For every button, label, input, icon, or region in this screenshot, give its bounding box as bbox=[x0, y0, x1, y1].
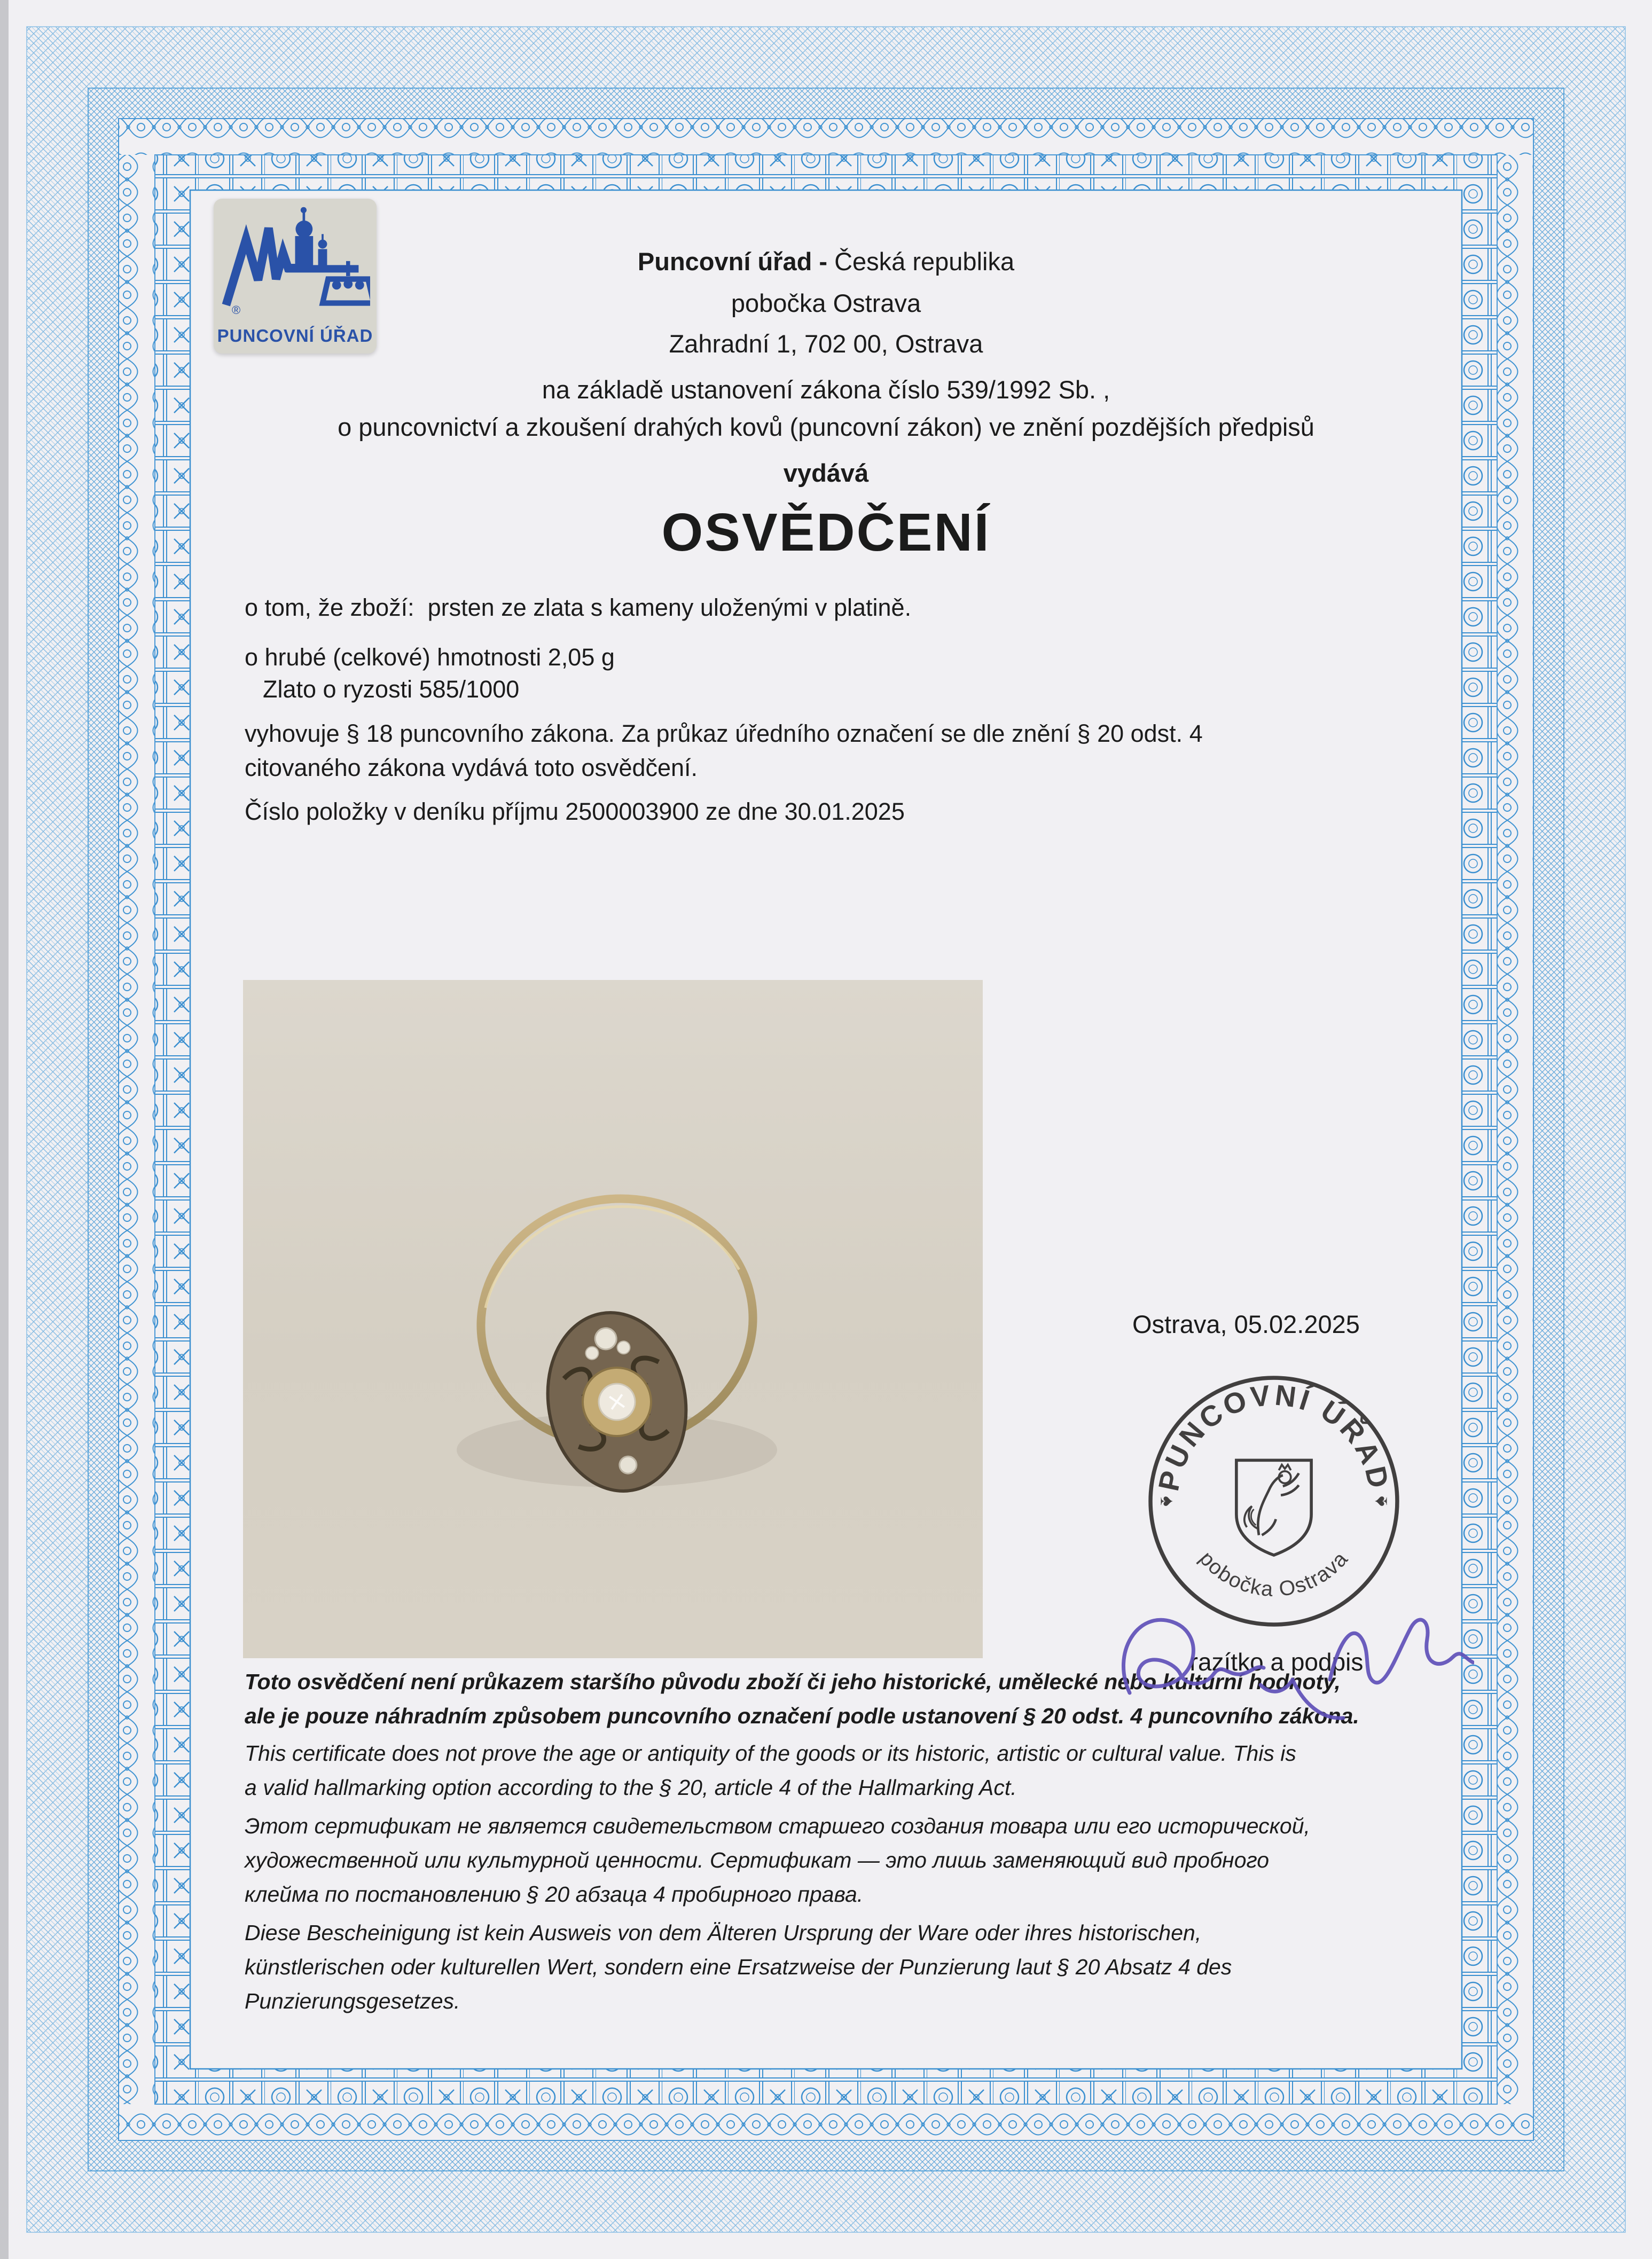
header-org-rest: Česká republika bbox=[827, 247, 1015, 276]
header-legal-line1: na základě ustanovení zákona číslo 539/1992 Sb. , bbox=[542, 375, 1110, 404]
signature-ink bbox=[1100, 1594, 1474, 1733]
page-title: OSVĚDČENÍ bbox=[661, 503, 991, 562]
stamp-ornament-left: ♠ bbox=[1156, 1496, 1179, 1507]
body-law-line2: citovaného zákona vydává toto osvědčení. bbox=[245, 754, 698, 781]
body-item-number-line: Číslo položky v deníku příjmu 2500003900 ze dne 30.01.2025 bbox=[245, 798, 905, 825]
logo-label: PUNCOVNÍ ÚŘAD bbox=[217, 326, 373, 346]
official-round-stamp bbox=[1143, 1370, 1405, 1632]
disclaimer-russian-line2: художественной или культурной ценности. Сертификат — это лишь заменяющий вид пробного bbox=[245, 1848, 1270, 1872]
body-law-line1: vyhovuje § 18 puncovního zákona. Za průkaz úředního označení se dle znění § 20 odst. 4 bbox=[245, 720, 1203, 747]
header-org-bold: Puncovní úřad - bbox=[637, 247, 828, 276]
stamp-text-top: PUNCOVNÍ ÚŘAD bbox=[1153, 1379, 1396, 1494]
issue-date: Ostrava, 05.02.2025 bbox=[1132, 1310, 1360, 1338]
disclaimer-german-line3: Punzierungsgesetzes. bbox=[245, 1989, 460, 2013]
disclaimer-english-line1: This certificate does not prove the age or antiquity of the goods or its historic, artistic or cultural value. This is bbox=[245, 1741, 1296, 1766]
disclaimer-czech-line2: ale je pouze náhradním způsobem puncovního označení podle ustanovení § 20 odst. 4 puncovního zákona. bbox=[245, 1704, 1359, 1728]
header-issues: vydává bbox=[783, 459, 869, 487]
disclaimer-german-line2: künstlerischen oder kulturellen Wert, sondern eine Ersatzweise der Punzierung laut § 20 Absatz 4 des bbox=[245, 1955, 1232, 1979]
body-weight-line: o hrubé (celkové) hmotnosti 2,05 g bbox=[245, 644, 615, 671]
registered-mark: ® bbox=[232, 303, 241, 317]
ring-photo bbox=[243, 980, 983, 1658]
ring-illustration bbox=[243, 980, 983, 1658]
disclaimer-german-line1: Diese Bescheinigung ist kein Ausweis von dem Älteren Ursprung der Ware oder ihres historischen, bbox=[245, 1920, 1202, 1945]
header-org-line bbox=[190, 247, 1462, 276]
disclaimer-czech-line1: Toto osvědčení není průkazem staršího původu zboží či jeho historické, umělecké nebo kulturní hodnoty, bbox=[245, 1669, 1341, 1694]
stamp-text-bottom: pobočka Ostrava bbox=[1195, 1547, 1353, 1602]
body-fineness-line: Zlato o ryzosti 585/1000 bbox=[263, 676, 520, 703]
stamp-lion-shield bbox=[1236, 1460, 1311, 1555]
stamp-caption: razítko a podpis bbox=[1189, 1648, 1364, 1676]
header-legal-line2: o puncovnictví a zkoušení drahých kovů (puncovní zákon) ve znění pozdějších předpisů bbox=[338, 413, 1314, 441]
header-branch: pobočka Ostrava bbox=[731, 289, 921, 317]
header-address: Zahradní 1, 702 00, Ostrava bbox=[669, 330, 983, 358]
disclaimer-english-line2: a valid hallmarking option according to the § 20, article 4 of the Hallmarking Act. bbox=[245, 1775, 1017, 1800]
svg-text:PUNCOVNÍ ÚŘAD bbox=[1153, 1379, 1395, 1494]
disclaimer-russian-line1: Этот сертификат не является свидетельством старшего создания товара или его исторической, bbox=[245, 1814, 1310, 1838]
disclaimer-russian-line3: клейма по постановлению § 20 абзаца 4 пробирного права. bbox=[245, 1882, 864, 1907]
stamp-ornament-right: ♠ bbox=[1368, 1496, 1391, 1507]
body-goods-line: o tom, že zboží: prsten ze zlata s kameny uloženými v platině. bbox=[245, 594, 912, 621]
